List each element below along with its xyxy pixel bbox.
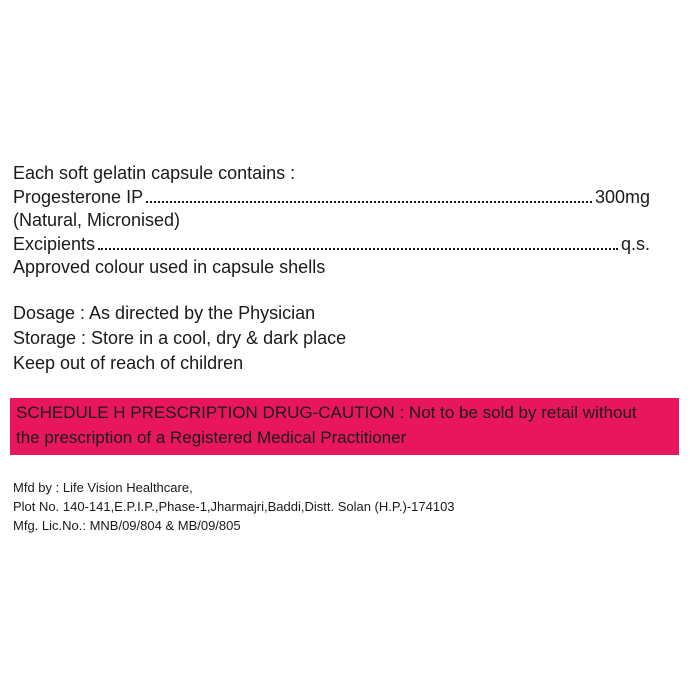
children-warning-text: Keep out of reach of children — [13, 353, 244, 373]
schedule-h-caution-band — [10, 398, 679, 455]
colour-note: Approved colour used in capsule shells — [13, 257, 326, 277]
composition-section — [13, 162, 650, 280]
excipients-name: Excipients — [13, 233, 96, 254]
manufacturing-licence: Mfg. Lic.No.: MNB/09/804 & MB/09/805 — [13, 518, 241, 533]
storage-text: Storage : Store in a cool, dry & dark place — [13, 328, 347, 348]
excipients-amount: q.s. — [620, 233, 650, 254]
ingredient-amount: 300mg — [594, 186, 650, 207]
caution-line-2: the prescription of a Registered Medical Practitioner — [16, 428, 407, 447]
dotted-leader — [98, 248, 618, 250]
dosage-text: Dosage : As directed by the Physician — [13, 303, 316, 323]
ingredient-row-progesterone — [13, 186, 650, 210]
dotted-leader — [146, 201, 592, 203]
manufacturer-address: Plot No. 140-141,E.P.I.P.,Phase-1,Jharmajri,Baddi,Distt. Solan (H.P.)-174103 — [13, 499, 455, 514]
composition-heading: Each soft gelatin capsule contains : — [13, 163, 296, 183]
ingredient-note: (Natural, Micronised) — [13, 210, 181, 230]
manufacturer-name: Mfd by : Life Vision Healthcare, — [13, 480, 193, 495]
caution-line-1: SCHEDULE H PRESCRIPTION DRUG-CAUTION : Not to be sold by retail without — [16, 403, 637, 422]
ingredient-row-excipients — [13, 233, 650, 257]
directions-section — [13, 301, 653, 376]
manufacturer-section — [13, 478, 673, 535]
ingredient-name: Progesterone IP — [13, 186, 144, 207]
